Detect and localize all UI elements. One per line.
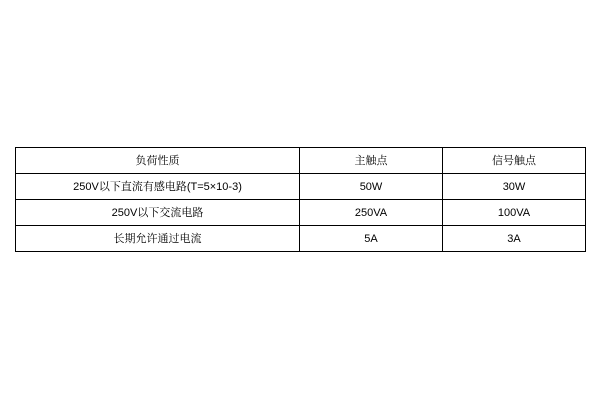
contact-rating-table	[15, 147, 586, 252]
table-cell-main-contact: 250VA	[300, 200, 443, 226]
spec-table-container	[15, 147, 585, 252]
table-row	[16, 174, 586, 200]
table-cell-signal-contact: 3A	[443, 226, 586, 252]
table-cell-load-type: 250V以下直流有感电路(T=5×10-3)	[16, 174, 300, 200]
table-header-cell-load-type: 负荷性质	[16, 148, 300, 174]
table-cell-main-contact: 50W	[300, 174, 443, 200]
table-cell-load-type: 250V以下交流电路	[16, 200, 300, 226]
table-cell-main-contact: 5A	[300, 226, 443, 252]
table-row	[16, 200, 586, 226]
table-cell-load-type: 长期允许通过电流	[16, 226, 300, 252]
table-header-row	[16, 148, 586, 174]
table-header-cell-main-contact: 主触点	[300, 148, 443, 174]
table-row	[16, 226, 586, 252]
table-cell-signal-contact: 30W	[443, 174, 586, 200]
table-cell-signal-contact: 100VA	[443, 200, 586, 226]
table-header-cell-signal-contact: 信号触点	[443, 148, 586, 174]
